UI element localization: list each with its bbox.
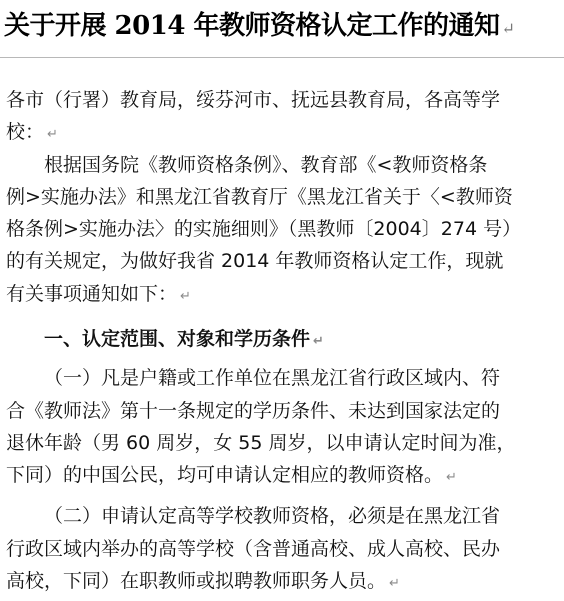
body-line	[6, 396, 500, 426]
body-line-text: 合《教师法》第十一条规定的学历条件、未达到国家法定的	[6, 400, 501, 422]
body-line-text: 退休年龄（男 60 周岁，女 55 周岁，以申请认定时间为准，	[6, 432, 516, 454]
body-line-text: 格条例>实施办法〉的实施细则》（黑教师〔2004〕274 号）	[6, 218, 522, 240]
body-line	[6, 534, 500, 564]
body-line-text: 根据国务院《教师资格条例》、教育部《<教师资格条	[44, 154, 488, 176]
body-line	[6, 214, 521, 244]
paragraph-mark-icon: ↵	[389, 576, 400, 591]
body-line	[6, 566, 400, 596]
paragraph-mark-icon: ↵	[180, 289, 191, 304]
body-line	[44, 150, 487, 180]
body-line	[6, 428, 516, 458]
body-line-text: 有关事项通知如下：	[6, 283, 178, 305]
paragraph-mark-icon: ↵	[47, 127, 58, 142]
title-divider	[0, 57, 564, 58]
body-line	[6, 460, 457, 490]
body-line-text: 各市（行署）教育局，绥芬河市、抚远县教育局，各高等学	[6, 89, 501, 111]
paragraph-mark-icon: ↵	[313, 334, 324, 349]
body-line-text: 的有关规定，为做好我省 2014 年教师资格认定工作，现就	[6, 250, 504, 272]
body-line-text: 下同）的中国公民，均可申请认定相应的教师资格。	[6, 464, 444, 486]
section-heading-text: 一、认定范围、对象和学历条件	[44, 328, 311, 350]
body-line-text: 例>实施办法》和黑龙江省教育厅《黑龙江省关于〈<教师资	[6, 186, 513, 208]
body-line-text: 校：	[6, 121, 45, 143]
body-line	[6, 246, 503, 276]
section-heading	[44, 324, 324, 354]
body-line	[44, 501, 500, 531]
body-line	[6, 182, 513, 212]
paragraph-mark-icon: ↵	[501, 19, 515, 38]
document-title-text: 关于开展 2014 年教师资格认定工作的通知	[4, 11, 500, 41]
body-line-text: 高校，下同）在职教师或拟聘教师职务人员。	[6, 570, 387, 592]
body-line-text: （二）申请认定高等学校教师资格，必须是在黑龙江省	[44, 505, 501, 527]
body-line-text: 行政区域内举办的高等学校（含普通高校、成人高校、民办	[6, 538, 501, 560]
body-line	[6, 117, 58, 147]
body-line	[6, 279, 191, 309]
body-line	[44, 363, 500, 393]
paragraph-mark-icon: ↵	[446, 470, 457, 485]
body-line-text: （一）凡是户籍或工作单位在黑龙江省行政区域内、符	[44, 367, 501, 389]
body-line	[6, 85, 500, 115]
document-title	[4, 6, 560, 46]
